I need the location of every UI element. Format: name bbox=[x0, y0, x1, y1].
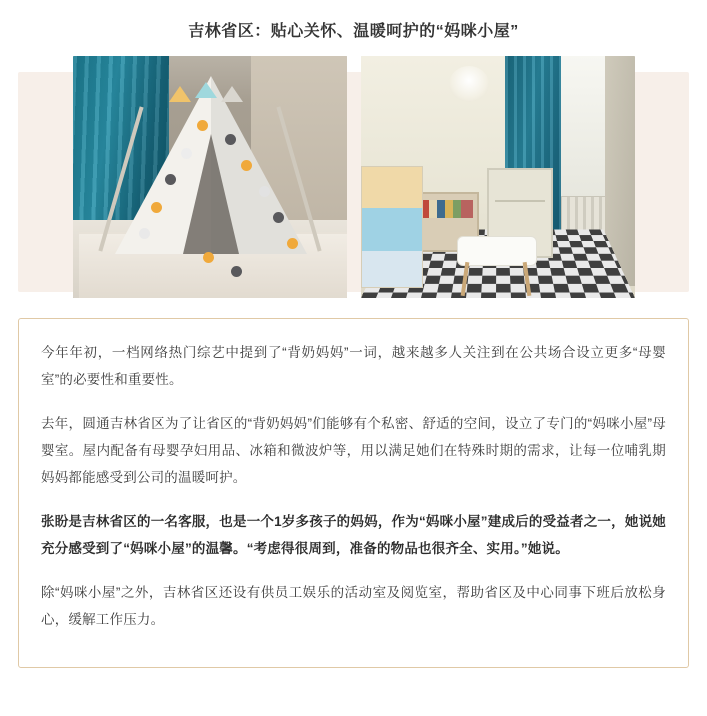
foam-panel bbox=[361, 166, 423, 288]
article-paragraph-4: 除“妈咪小屋”之外，吉林省区还设有供员工娱乐的活动室及阅览室，帮助省区及中心同事下班后放松身心，缓解工作压力。 bbox=[41, 585, 666, 627]
pom-dot-5 bbox=[165, 174, 176, 185]
pom-dot-1 bbox=[197, 120, 208, 131]
pom-dot-9 bbox=[139, 228, 150, 239]
pom-dot-10 bbox=[287, 238, 298, 249]
ceiling-lamp bbox=[449, 66, 489, 102]
article-paragraph-3: 张盼是吉林省区的一名客服，也是一个1岁多孩子的妈妈，作为“妈咪小屋”建成后的受益者之一，她说她充分感受到了“妈咪小屋”的温馨。“考虑得很周到，准备的物品也很齐全、实用。”她说。 bbox=[41, 514, 666, 556]
article-paragraph-2: 去年，圆通吉林省区为了让省区的“背奶妈妈”们能够有个私密、舒适的空间，设立了专门的“妈咪小屋”母婴室。屋内配备有母婴孕妇用品、冰箱和微波炉等，用以满足她们在特殊时期的需求，让每一位哺乳期妈妈都能感受到公司的温暖呵护。 bbox=[41, 416, 666, 485]
pom-dot-6 bbox=[259, 186, 270, 197]
pom-dot-3 bbox=[181, 148, 192, 159]
page-title: 吉林省区：贴心关怀、温暖呵护的“妈咪小屋” bbox=[188, 23, 519, 40]
photo-strip bbox=[0, 56, 707, 306]
pom-dot-7 bbox=[151, 202, 162, 213]
pom-dot-12 bbox=[231, 266, 242, 277]
bunting-flag-1 bbox=[169, 86, 191, 102]
article-body bbox=[18, 318, 689, 668]
bunting-flag-2 bbox=[195, 82, 217, 98]
photo-tent-room bbox=[73, 56, 347, 298]
bunting-flag-3 bbox=[221, 86, 243, 102]
pom-dot-4 bbox=[241, 160, 252, 171]
pom-dot-8 bbox=[273, 212, 284, 223]
pom-dot-2 bbox=[225, 134, 236, 145]
article-paragraph-1: 今年年初，一档网络热门综艺中提到了“背奶妈妈”一词，越来越多人关注到在公共场合设立更多“母婴室”的必要性和重要性。 bbox=[41, 345, 666, 387]
photo-row bbox=[0, 56, 707, 298]
pom-dot-11 bbox=[203, 252, 214, 263]
photo-nursing-room bbox=[361, 56, 635, 298]
